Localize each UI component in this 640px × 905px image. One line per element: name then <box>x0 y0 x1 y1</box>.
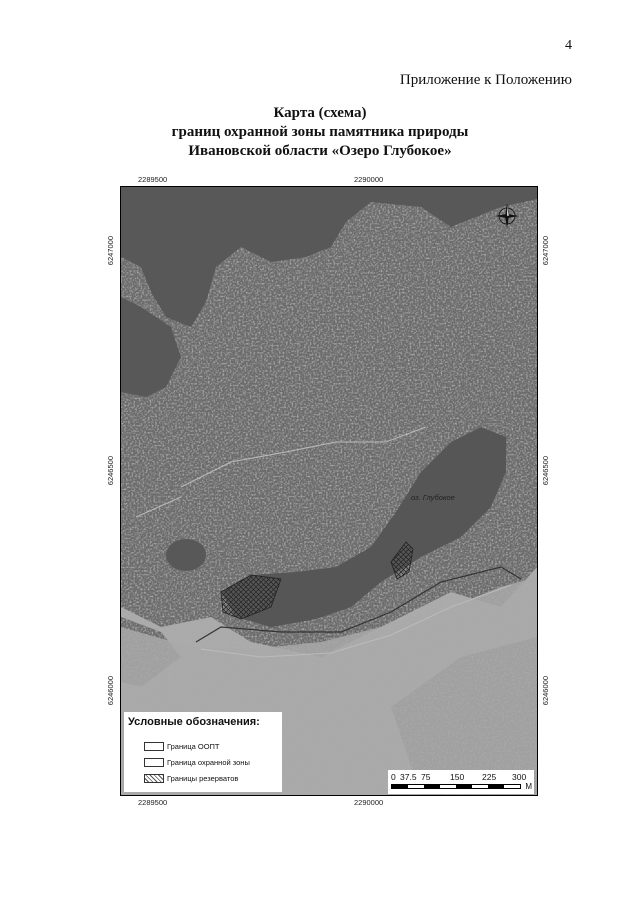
scale-label-300: 300 <box>512 772 527 782</box>
scale-bar <box>388 770 534 794</box>
scale-unit: M <box>525 782 532 791</box>
compass-rose-icon <box>494 203 520 229</box>
coord-right-2: 6246500 <box>541 456 550 486</box>
scale-label-37-5: 37.5 <box>400 772 417 782</box>
appendix-label: Приложение к Положению <box>399 72 572 88</box>
coord-right-3: 6246000 <box>541 676 550 706</box>
legend-swatch-reserves <box>144 774 164 783</box>
legend-label-reserves: Границы резерватов <box>167 773 239 783</box>
small-pond <box>166 539 206 571</box>
title-line-2: границ охранной зоны памятника природы <box>171 124 469 140</box>
scale-label-0: 0 <box>391 772 396 782</box>
title-line-1: Карта (схема) <box>273 105 367 121</box>
coord-left-1: 6247000 <box>106 236 115 266</box>
map-title <box>0 104 640 161</box>
scale-label-75: 75 <box>421 772 431 782</box>
map-frame <box>120 186 538 796</box>
lake-label: оз. Глубокое <box>411 493 455 502</box>
satellite-map <box>121 187 537 795</box>
legend-item-oopt <box>144 740 220 752</box>
coord-bottom-2: 2290000 <box>354 798 384 807</box>
coord-top-1: 2289500 <box>138 175 168 184</box>
coord-top-2: 2290000 <box>354 175 384 184</box>
legend-swatch-protection-zone <box>144 758 164 767</box>
title-line-3: Ивановской области «Озеро Глубокое» <box>188 143 452 159</box>
legend-item-reserves <box>144 772 238 784</box>
legend-item-protection-zone <box>144 756 250 768</box>
coord-right-1: 6247000 <box>541 236 550 266</box>
page-number: 4 <box>565 38 572 53</box>
coord-left-2: 6246500 <box>106 456 115 486</box>
legend-label-oopt: Граница ООПТ <box>167 741 220 751</box>
legend-label-protection-zone: Граница охранной зоны <box>167 757 250 767</box>
scale-label-150: 150 <box>450 772 465 782</box>
legend <box>124 712 282 792</box>
legend-title: Условные обозначения: <box>128 716 260 728</box>
coord-left-3: 6246000 <box>106 676 115 706</box>
legend-swatch-oopt <box>144 742 164 751</box>
coord-bottom-1: 2289500 <box>138 798 168 807</box>
scale-track <box>391 784 521 789</box>
scale-label-225: 225 <box>482 772 497 782</box>
